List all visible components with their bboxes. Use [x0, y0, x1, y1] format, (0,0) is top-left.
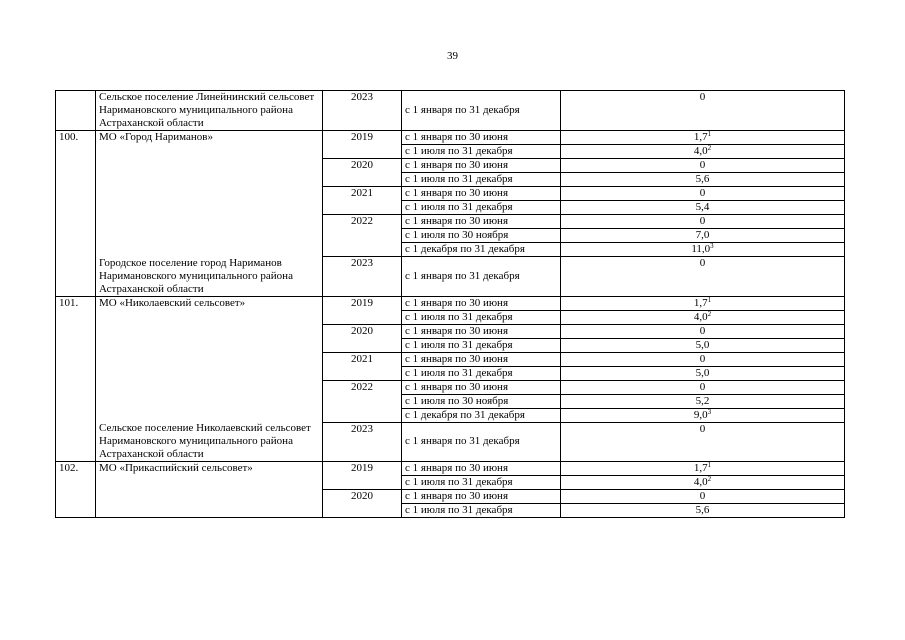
value-cell [561, 91, 845, 131]
value-cell [561, 422, 845, 462]
period-cell: с 1 июля по 31 декабря [402, 476, 561, 490]
value-cell [561, 504, 845, 518]
period-cell: с 1 июля по 30 ноября [402, 394, 561, 408]
tariff-table [55, 90, 845, 518]
year-cell: 2020 [323, 490, 402, 518]
value-text: 11,0 [691, 243, 711, 255]
value-text: 0 [699, 257, 706, 269]
period-cell: с 1 января по 30 июня [402, 159, 561, 173]
table-row [56, 257, 845, 297]
year-cell: 2022 [323, 380, 402, 422]
value-text: 4,0 [693, 145, 708, 157]
period-cell: с 1 июля по 31 декабря [402, 310, 561, 324]
period-cell: с 1 июля по 31 декабря [402, 366, 561, 380]
value-cell [561, 310, 845, 324]
table-row [56, 91, 845, 131]
value-text: 5,0 [695, 338, 710, 351]
settlement-name: Сельское поселение Николаевский сельсовет Наримановского муниципального района Астраханской области [96, 422, 323, 462]
period-cell: с 1 января по 30 июня [402, 296, 561, 310]
value-text: 0 [699, 422, 706, 435]
footnote-mark: 2 [707, 144, 712, 152]
table-row [56, 296, 845, 310]
value-text: 1,7 [693, 462, 708, 474]
row-number [56, 91, 96, 131]
value-cell [561, 145, 845, 159]
value-cell [561, 366, 845, 380]
value-text: 1,7 [693, 131, 708, 143]
period-cell: с 1 января по 31 декабря [402, 422, 561, 462]
year-cell: 2019 [323, 131, 402, 159]
period-cell: с 1 января по 30 июня [402, 131, 561, 145]
year-cell: 2021 [323, 187, 402, 215]
footnote-mark: 1 [707, 130, 712, 138]
value-text: 1,7 [693, 296, 708, 309]
period-cell: с 1 июля по 31 декабря [402, 201, 561, 215]
period-cell: с 1 июля по 31 декабря [402, 173, 561, 187]
municipality-name: МО «Николаевский сельсовет» [96, 296, 323, 422]
period-cell: с 1 июля по 31 декабря [402, 145, 561, 159]
period-cell: с 1 декабря по 31 декабря [402, 408, 561, 422]
period-cell: с 1 июля по 30 ноября [402, 229, 561, 243]
value-cell [561, 476, 845, 490]
settlement-name: Сельское поселение Линейнинский сельсовет Наримановского муниципального района Астраханской области [96, 91, 323, 131]
value-cell [561, 394, 845, 408]
row-number: 100. [56, 131, 96, 297]
settlement-name: Городское поселение город Нариманов Наримановского муниципального района Астраханской области [96, 257, 323, 297]
year-cell: 2019 [323, 296, 402, 324]
value-text: 5,0 [695, 366, 710, 379]
value-cell [561, 131, 845, 145]
period-cell: с 1 января по 30 июня [402, 187, 561, 201]
row-number: 101. [56, 296, 96, 462]
year-cell: 2023 [323, 422, 402, 462]
year-cell: 2020 [323, 324, 402, 352]
value-cell [561, 159, 845, 173]
value-text: 0 [699, 91, 706, 103]
value-cell [561, 338, 845, 352]
year-cell: 2019 [323, 462, 402, 490]
value-text: 0 [699, 490, 706, 502]
value-text: 0 [699, 215, 706, 227]
value-text: 0 [699, 159, 706, 171]
period-cell: с 1 января по 30 июня [402, 215, 561, 229]
footnote-mark: 3 [710, 242, 714, 250]
value-text: 0 [699, 324, 706, 337]
period-cell: с 1 января по 30 июня [402, 324, 561, 338]
value-text: 5,4 [695, 201, 710, 213]
footnote-mark: 2 [707, 309, 712, 318]
value-cell [561, 215, 845, 229]
year-cell: 2023 [323, 257, 402, 297]
footnote-mark: 1 [707, 461, 712, 469]
period-cell: с 1 января по 30 июня [402, 352, 561, 366]
year-cell: 2023 [323, 91, 402, 131]
footnote-mark: 3 [707, 407, 712, 416]
period-cell: с 1 января по 31 декабря [402, 257, 561, 297]
value-cell [561, 229, 845, 243]
period-cell: с 1 января по 30 июня [402, 462, 561, 476]
page-number: 39 [447, 50, 458, 62]
value-cell [561, 352, 845, 366]
value-cell [561, 173, 845, 187]
value-text: 4,0 [693, 476, 708, 488]
value-cell [561, 201, 845, 215]
table-row [56, 131, 845, 145]
value-text: 0 [699, 352, 706, 365]
value-text: 5,2 [695, 394, 710, 407]
value-cell [561, 296, 845, 310]
period-cell: с 1 декабря по 31 декабря [402, 243, 561, 257]
municipality-name: МО «Город Нариманов» [96, 131, 323, 257]
period-cell: с 1 января по 31 декабря [402, 91, 561, 131]
value-cell [561, 462, 845, 476]
value-text: 5,6 [695, 504, 710, 516]
value-cell [561, 380, 845, 394]
period-cell: с 1 июля по 31 декабря [402, 338, 561, 352]
value-text: 5,6 [695, 173, 710, 185]
value-cell [561, 257, 845, 297]
footnote-mark: 2 [707, 475, 712, 483]
municipality-name: МО «Прикаспийский сельсовет» [96, 462, 323, 518]
year-cell: 2021 [323, 352, 402, 380]
value-text: 9,0 [693, 408, 708, 421]
year-cell: 2022 [323, 215, 402, 257]
value-cell [561, 408, 845, 422]
table-row [56, 422, 845, 462]
value-text: 0 [699, 380, 706, 393]
period-cell: с 1 января по 30 июня [402, 490, 561, 504]
value-text: 7,0 [695, 229, 710, 241]
value-cell [561, 490, 845, 504]
value-text: 4,0 [693, 310, 708, 323]
value-cell [561, 187, 845, 201]
table-row [56, 462, 845, 476]
value-cell [561, 324, 845, 338]
row-number: 102. [56, 462, 96, 518]
value-text: 0 [699, 187, 706, 199]
value-cell [561, 243, 845, 257]
period-cell: с 1 июля по 31 декабря [402, 504, 561, 518]
period-cell: с 1 января по 30 июня [402, 380, 561, 394]
year-cell: 2020 [323, 159, 402, 187]
footnote-mark: 1 [707, 295, 712, 304]
